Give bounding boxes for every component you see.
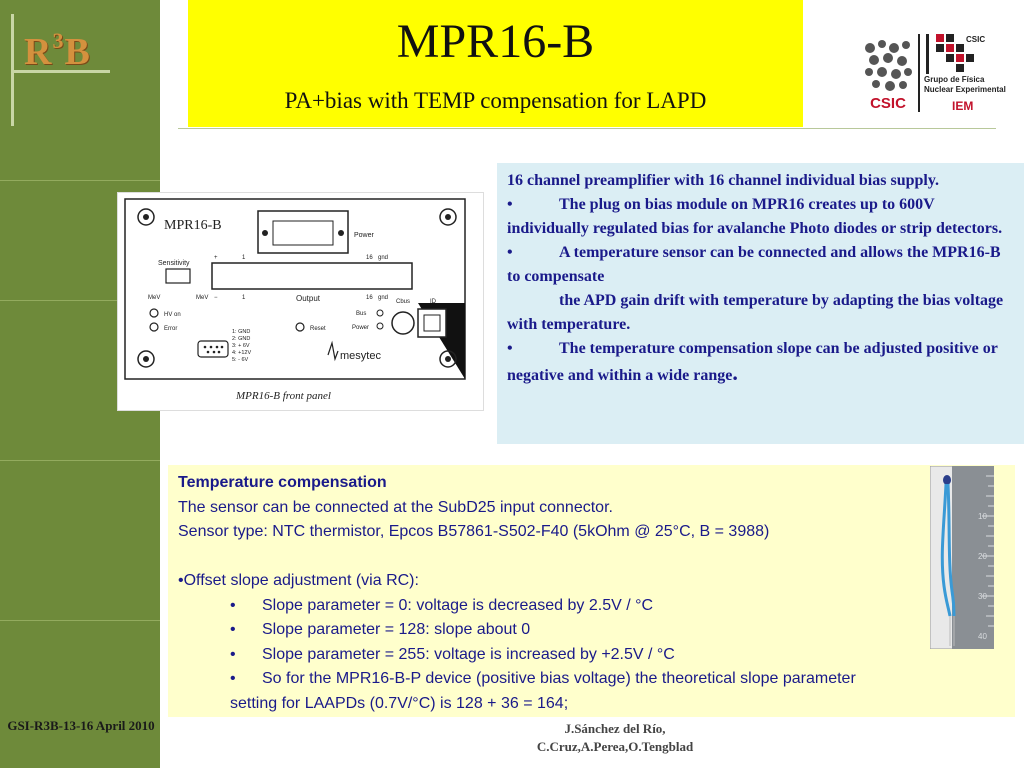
svg-text:gnd: gnd bbox=[378, 295, 389, 301]
panel-mev-label: MeV bbox=[148, 295, 161, 301]
sidebar-stripe bbox=[0, 460, 160, 461]
slope-item bbox=[178, 618, 1008, 643]
panel-reset-label: Reset bbox=[310, 326, 326, 332]
csic-logo bbox=[860, 36, 916, 116]
svg-text:Power: Power bbox=[352, 325, 370, 331]
panel-pin-4: 4: +12V bbox=[232, 350, 252, 356]
bullet-icon: • bbox=[507, 244, 513, 261]
slope-item bbox=[178, 594, 1008, 619]
panel-pin-1: 1: GND bbox=[232, 329, 251, 335]
front-panel-image bbox=[117, 192, 484, 411]
panel-gnd: gnd bbox=[378, 255, 389, 261]
temperature-box bbox=[168, 465, 1015, 717]
ruler-tick-label: 30 bbox=[978, 592, 987, 601]
svg-text:MeV: MeV bbox=[196, 295, 209, 301]
panel-output-label: Output bbox=[296, 294, 321, 303]
r3b-logo: $R^3B$ bbox=[24, 28, 91, 73]
slope-item-text: So for the MPR16-B-P device (positive bias voltage) the theoretical slope parameter bbox=[262, 670, 856, 687]
csic-logo-text: CSIC bbox=[870, 95, 906, 112]
ruler-tick-label: 40 bbox=[978, 632, 987, 641]
slide-subtitle: PA+bias with TEMP compensation for LAPD bbox=[284, 88, 707, 113]
slope-item-text: Slope parameter = 0: voltage is decreased by 2.5V / °C bbox=[262, 596, 654, 614]
temperature-offset: •Offset slope adjustment (via RC): bbox=[178, 572, 419, 589]
panel-pin-2: 2: GND bbox=[232, 336, 251, 342]
panel-brand: mesytec bbox=[340, 350, 381, 362]
description-bullet-2-text: A temperature sensor can be connected and allows the MPR16-B to compensate bbox=[507, 244, 1001, 285]
panel-ch-right: 16 bbox=[366, 255, 373, 261]
panel-hvon-label: HV on bbox=[164, 312, 181, 318]
iem-csic-label: CSIC bbox=[966, 35, 986, 44]
description-bullet-1 bbox=[507, 193, 1015, 241]
slide-title: MPR16-B bbox=[396, 15, 595, 68]
slope-item-continued bbox=[178, 692, 1008, 717]
blank-line bbox=[178, 545, 1008, 570]
bullet-icon: • bbox=[230, 645, 236, 663]
logo-separator bbox=[918, 34, 920, 112]
bullet-icon: • bbox=[230, 621, 236, 638]
title-box bbox=[188, 0, 803, 127]
footer-authors-line-2: C.Cruz,A.Perea,O.Tengblad bbox=[536, 739, 694, 754]
slope-item-text: Slope parameter = 255: voltage is increased by +2.5V / °C bbox=[262, 645, 675, 663]
temperature-line-2: Sensor type: NTC thermistor, Epcos B57861-S502-F40 (5kOhm @ 25°C, B = 3988) bbox=[178, 523, 770, 540]
sidebar-stripe bbox=[0, 620, 160, 621]
panel-sensitivity-label: Sensitivity bbox=[158, 260, 190, 267]
slope-item bbox=[178, 643, 1008, 668]
sidebar-stripe bbox=[0, 180, 160, 181]
panel-name: MPR16-B bbox=[164, 218, 222, 233]
slope-item-continued-text: setting for LAAPDs (0.7V/°C) is 128 + 36 = 164; bbox=[230, 694, 569, 712]
svg-text:−: − bbox=[214, 295, 218, 301]
description-bullet-2 bbox=[507, 241, 1015, 289]
panel-ch-left: 1 bbox=[242, 255, 246, 261]
footer-authors-line-1: J.Sánchez del Río, bbox=[564, 721, 666, 736]
description-bullet-2-continued bbox=[507, 289, 1015, 337]
panel-id-label: ID bbox=[430, 299, 436, 305]
panel-error-label: Error bbox=[164, 326, 178, 332]
panel-pin-3: 3: + 6V bbox=[232, 343, 250, 349]
footer-date: GSI-R3B-13-16 April 2010 bbox=[7, 718, 155, 733]
description-text bbox=[507, 169, 1015, 388]
panel-caption: MPR16-B front panel bbox=[236, 390, 331, 402]
svg-text:16: 16 bbox=[366, 295, 373, 301]
bullet-icon: • bbox=[230, 670, 236, 687]
temperature-heading: Temperature compensation bbox=[178, 474, 387, 491]
iem-line-2: Nuclear Experimental bbox=[924, 85, 1006, 94]
bullet-icon: • bbox=[507, 196, 513, 213]
slope-item-text: Slope parameter = 128: slope about 0 bbox=[262, 621, 531, 638]
description-bullet-2-continued-text: the APD gain drift with temperature by adapting the bias voltage with temperature. bbox=[507, 292, 1004, 333]
panel-bus-label: Bus bbox=[356, 311, 367, 317]
temperature-line-1: The sensor can be connected at the SubD25 input connector. bbox=[178, 498, 613, 516]
temperature-text bbox=[178, 471, 1008, 716]
svg-text:1: 1 bbox=[242, 295, 246, 301]
description-bullet-3-end: . bbox=[732, 360, 738, 385]
description-box bbox=[497, 163, 1024, 444]
iem-line-1: Grupo de Física bbox=[924, 75, 985, 84]
iem-logo bbox=[922, 30, 1018, 114]
title-divider bbox=[178, 128, 996, 129]
description-bullet-3-text: The temperature compensation slope can be adjusted positive or negative and within a wide range bbox=[507, 340, 998, 384]
panel-pin-5: 5: - 6V bbox=[232, 357, 249, 363]
description-bullet-3 bbox=[507, 337, 1015, 388]
description-intro: 16 channel preamplifier with 16 channel individual bias supply. bbox=[507, 172, 939, 189]
iem-label: IEM bbox=[952, 99, 974, 113]
slope-item bbox=[178, 667, 1008, 692]
bullet-icon: • bbox=[507, 340, 513, 357]
bullet-icon: • bbox=[230, 596, 236, 614]
svg-text:+: + bbox=[214, 255, 218, 261]
description-bullet-1-text: The plug on bias module on MPR16 creates up to 600V individually regulated bias for avalanche Photo diodes or strip detectors. bbox=[507, 196, 1003, 237]
ruler-tick-label: 20 bbox=[978, 552, 987, 561]
ruler-tick-label: 10 bbox=[978, 512, 987, 521]
footer-authors bbox=[510, 720, 720, 756]
panel-cbus-label: Cbus bbox=[396, 299, 411, 305]
panel-power-label: Power bbox=[354, 232, 374, 239]
sensor-photo bbox=[930, 466, 994, 649]
